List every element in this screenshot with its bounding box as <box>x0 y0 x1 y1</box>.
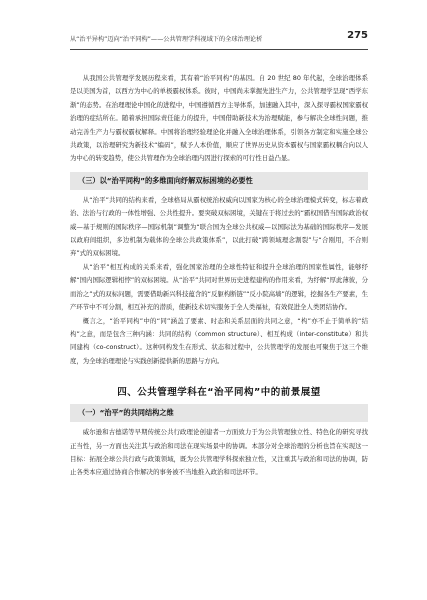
running-header <box>70 30 368 44</box>
paragraph-5: 威尔逊和古德诺等早期传统公共行政理论创建者一方面致力于为公共管理独立性、特色化的研究寻找正当性，另一方面也关注其与政治和司法在现实场景中的协调。本部分对全球治理的分析也旨在实现这一目标：拓展全球公共行政与政策领域，既为公共管理学科探索独立性，又注重其与政治和司法的协调，防止各类本应通过协商合作解决的事务被不当地推入政治和司法环节。 <box>70 428 368 477</box>
page-number: 275 <box>347 30 368 41</box>
paragraph-1: 从我国公共管理学发展历程来看，其有着“治平同构”的基因。自 20 世纪 80 年代起，全球治理体系是以美国为首，以西方为中心的单极霸权体系。彼时，中国尚未掌握先进生产力，公共管理学呈现“西学东渐”的态势。在治理理论中国化的进程中，中国遵循西方主导体系，加速融入其中，深入探寻霸权国家霸权治理的症结所在。随着承担国际责任能力的提升，中国借助新技术为治理赋能，参与解决全球性问题，推动完善生产力与霸权霸权解释。中国将治理经验理论化并融入全球治理体系，引领各方制定和实施全球公共政策，以治理研究为新技术“编码”，赋予人本价值，顺应了世界历史从资本霸权与国家霸权耦合向以人为中心的转变趋势，使公共管理作为全球治理内因进行探索的可行性日益凸显。 <box>70 74 368 163</box>
subsection-heading-1: （一）“治平”的共同结构之维 <box>70 404 368 422</box>
header-rule <box>70 49 368 50</box>
paragraph-4: 概言之，“治平同构”中的“同”涵盖了要素、时态和关系层面的共同之意，“构”亦不止于简单的“结构”之意，而是包含三种内涵：共同的结构（common structure）、相互构成（inter-constitute）和共同建构（co-construct）。这种同构发生在形式、状态和过程中，公共管理学的发展也可聚焦于这三个维度，为全球治理理论与实践创新提供新的思路与方向。 <box>70 316 368 365</box>
section-heading-4: 四、公共管理学科在“治平同构”中的前景展望 <box>117 387 321 399</box>
paragraph-2: 从“治平”共同的结构来看，全球格局从霸权统治权威向以国家为核心的全球治理模式转变，标志着政治、法治与行政的一体性增强、公共性提升。要突破双标困境，关键在于将过去的“霸权国借当国际政治权威—基于规则的国际秩序—国际机制”调整为“联合国为全球公共权威—以国际法为基础的国际秩序—发展以政府间组织，多边机制为载体的全球公共政策体系”，以此打破“跨领域理念割裂”与“合刚用，不合则弃”式的双标困境。 <box>70 195 368 258</box>
running-title: 从“治平异构”迈向“治平同构”——公共管理学科视域下的全球治理论析 <box>70 36 263 43</box>
page-body <box>70 72 368 480</box>
subsection-heading-3: （三）以“治平同构”的多维面向纾解双标困境的必要性 <box>70 172 368 190</box>
paragraph-3: 从“治平”相互构成的关系来看，强化国家治理的全球性特征和提升全球治理的国家性属性，能够纾解“国内国际逻辑相悖”的双标困境。从“治平”共同对世界历史进程建构的作用来看，为纾解“厚此薄彼，分而治之”式的双标问题，需要借助新兴科技蕴含的“反躯构断链”“反小院高墙”的逻辑，挖掘各生产要素，生产环节中不可分割，相互补充的潜质，使新技术切实服务于全人类福祉，有效促进全人类团结协作。 <box>70 262 368 312</box>
